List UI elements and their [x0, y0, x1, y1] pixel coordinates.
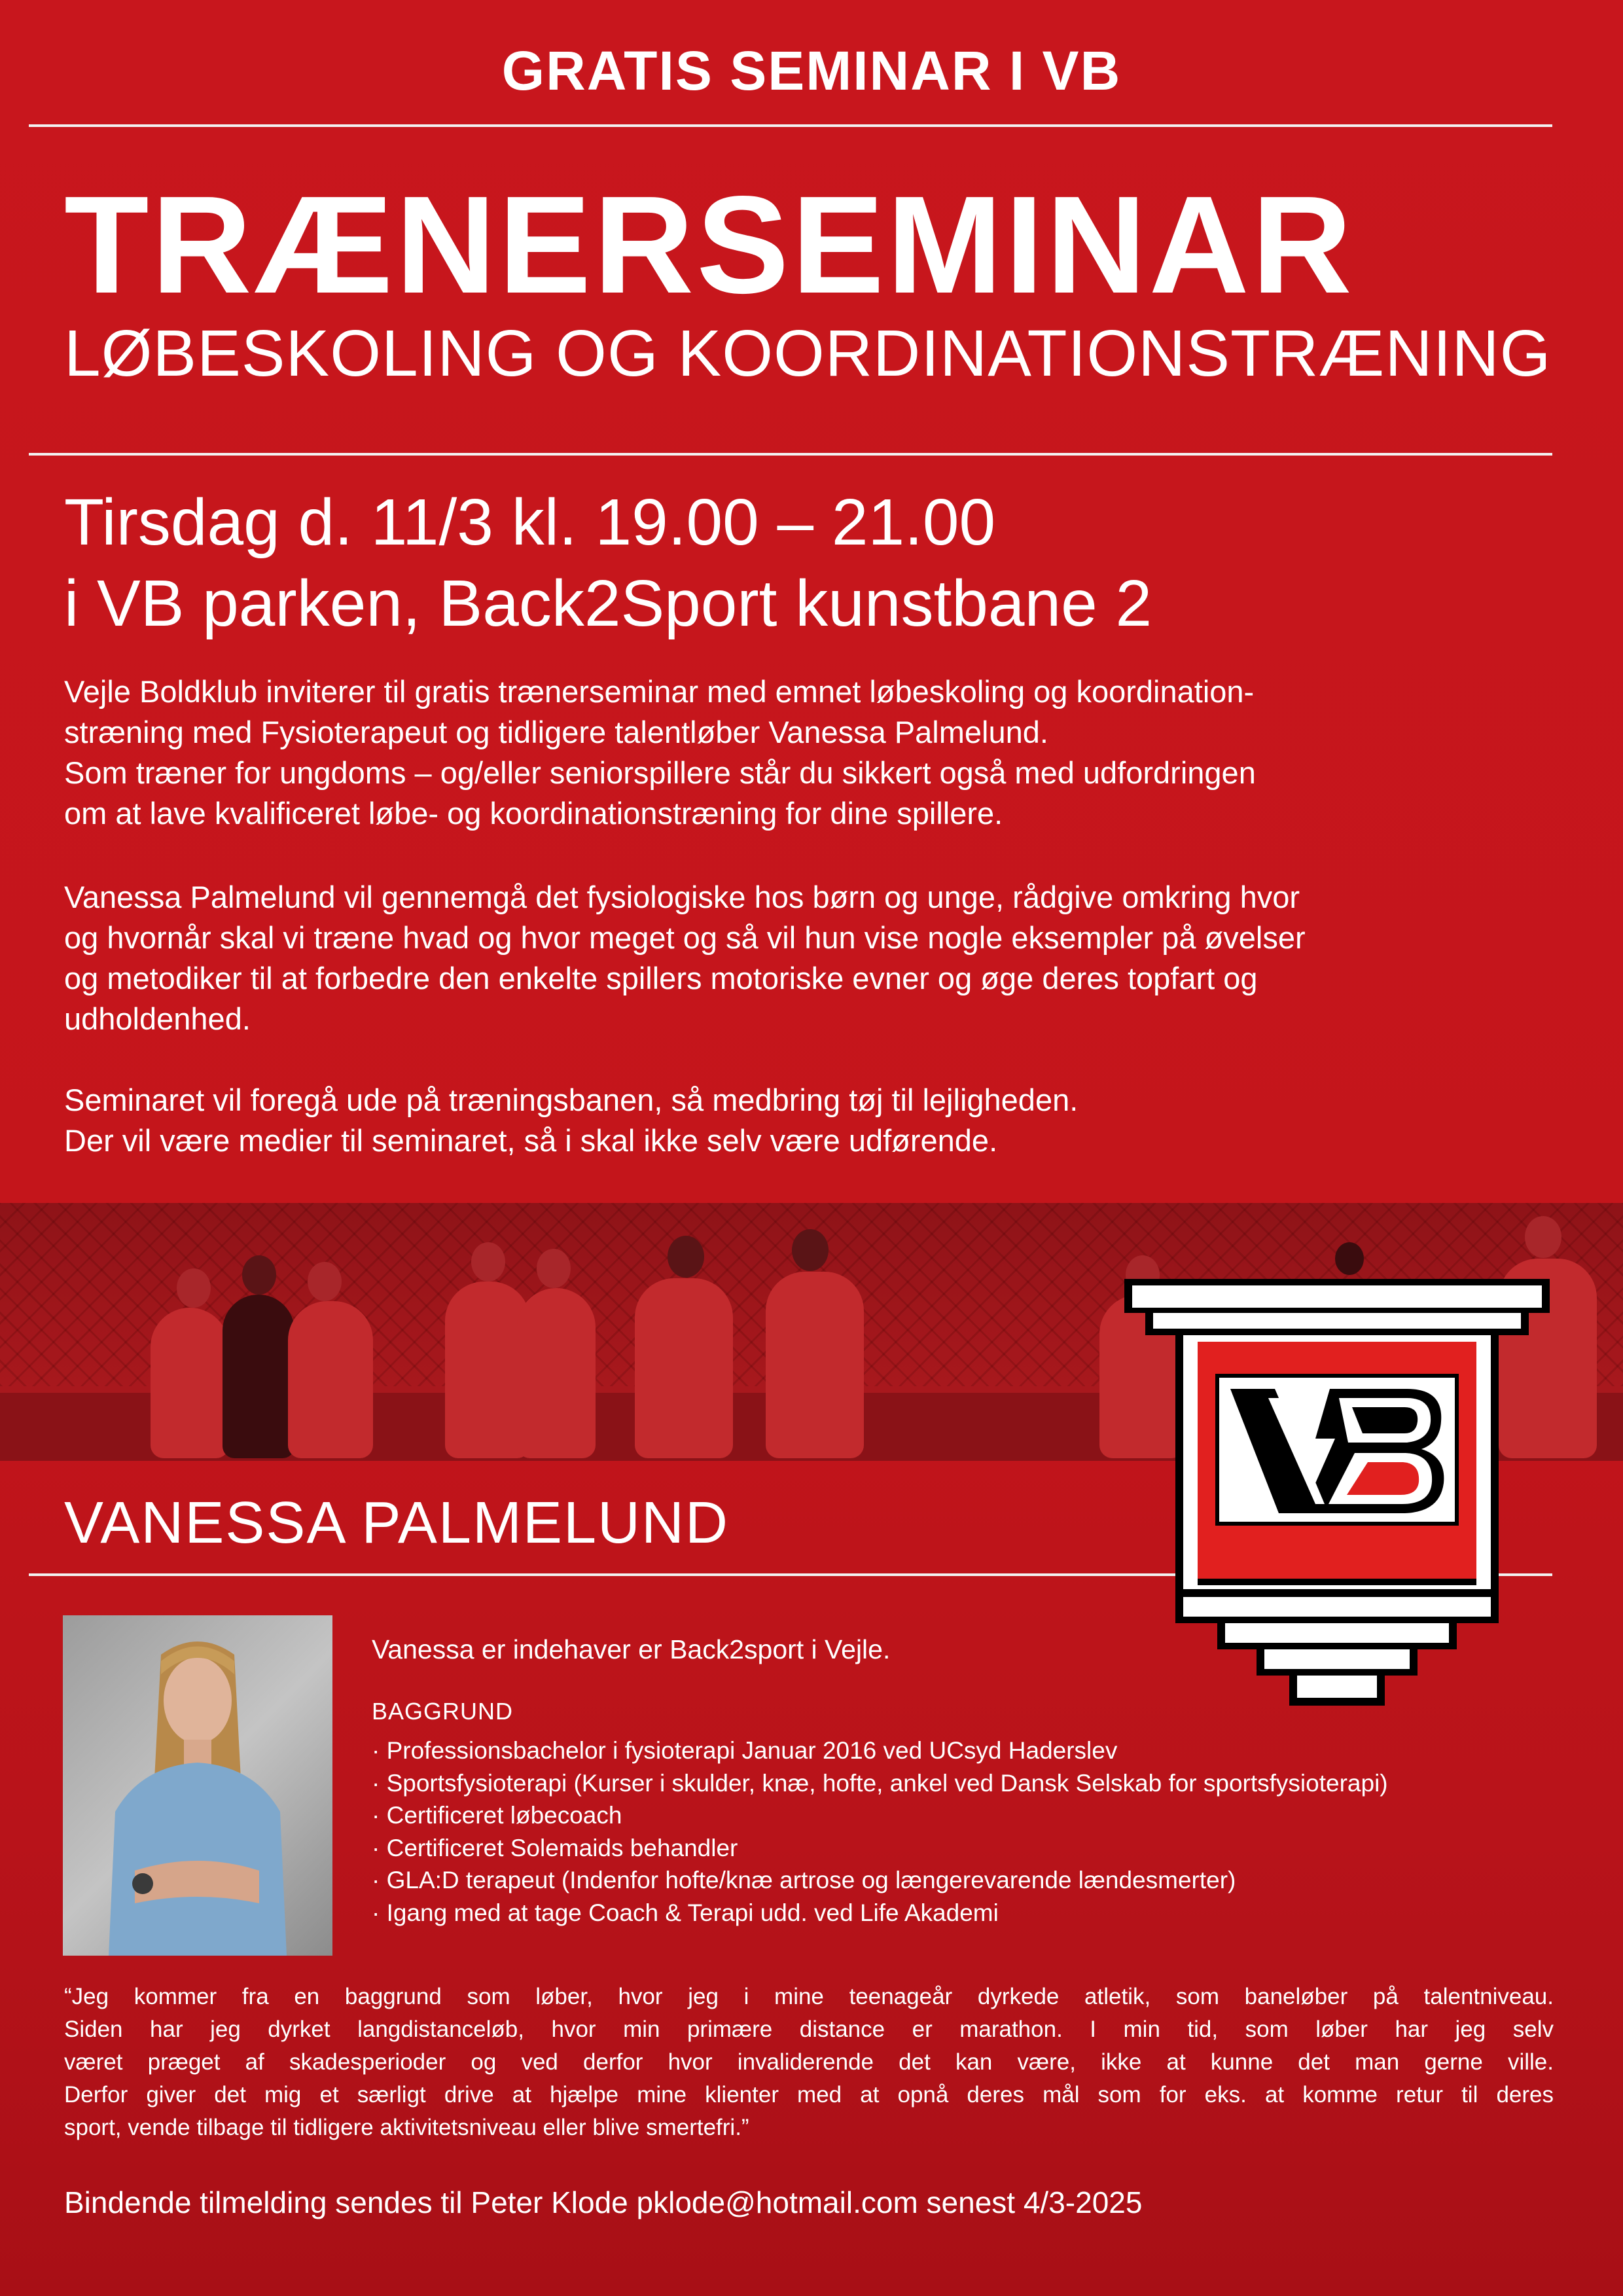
- practical-paragraph: [64, 1080, 1563, 1161]
- top-banner: GRATIS SEMINAR I VB: [501, 40, 1122, 101]
- list-item: · Certificeret løbecoach: [372, 1802, 622, 1829]
- text-line: og metodiker til at forbedre den enkelte spillers motoriske evner og øge deres topfart og: [64, 961, 1258, 996]
- text-line: Seminaret vil foregå ude på træningsbanen, så medbring tøj til lejligheden.: [64, 1083, 1079, 1117]
- quote-line: været præget af skadesperioder og ved derfor hvor invaliderende det kan være, ikke at kunne det man gerne ville.: [64, 2049, 1554, 2075]
- details-paragraph: [64, 877, 1563, 1039]
- main-title: TRÆNERSEMINAR: [64, 167, 1355, 322]
- text-line: om at lave kvalificeret løbe- og koordinationstræning for dine spillere.: [64, 796, 1003, 831]
- speaker-quote: [64, 1981, 1554, 2144]
- quote-line: Derfor giver det mig et særligt drive at hjælpe mine klienter med at opnå deres mål som for eks. at komme retur til deres: [64, 2082, 1554, 2108]
- registration-note: Bindende tilmelding sendes til Peter Klode pklode@hotmail.com senest 4/3-2025: [64, 2185, 1143, 2219]
- background-list: [372, 1734, 1388, 1929]
- event-time: Tirsdag d. 11/3 kl. 19.00 – 21.00: [64, 486, 996, 559]
- quote-line: “Jeg kommer fra en baggrund som løber, hvor jeg i mine teenageår dyrkede atletik, som baneløber på talentniveau.: [64, 1984, 1554, 2009]
- event-place: i VB parken, Back2Sport kunstbane 2: [64, 567, 1152, 640]
- list-item: · Sportsfysioterapi (Kurser i skulder, knæ, hofte, ankel ved Dansk Selskab for sportsfysioterapi): [372, 1769, 1388, 1797]
- text-line: udholdenhed.: [64, 1001, 251, 1036]
- divider: [29, 124, 1552, 127]
- intro-paragraph: [64, 672, 1563, 834]
- text-line: Der vil være medier til seminaret, så i skal ikke selv være udførende.: [64, 1123, 998, 1158]
- background-heading: BAGGRUND: [372, 1698, 514, 1725]
- text-line: Som træner for ungdoms – og/eller seniorspillere står du sikkert også med udfordringen: [64, 755, 1256, 790]
- subtitle: LØBESKOLING OG KOORDINATIONSTRÆNING: [64, 317, 1552, 390]
- speaker-intro: Vanessa er indehaver er Back2sport i Vejle.: [372, 1634, 891, 1664]
- text-line: Vanessa Palmelund vil gennemgå det fysiologiske hos børn og unge, rådgive omkring hvor: [64, 880, 1300, 914]
- list-item: · Professionsbachelor i fysioterapi Januar 2016 ved UCsyd Haderslev: [372, 1737, 1118, 1764]
- list-item: · Igang med at tage Coach & Terapi udd. ved Life Akademi: [372, 1899, 999, 1926]
- list-item: · Certificeret Solemaids behandler: [372, 1834, 738, 1861]
- vb-logo: [1119, 1274, 1555, 1712]
- text-line: stræning med Fysioterapeut og tidligere talentløber Vanessa Palmelund.: [64, 715, 1048, 749]
- speaker-photo: [63, 1615, 332, 1956]
- text-line: Vejle Boldklub inviterer til gratis trænerseminar med emnet løbeskoling og koordination-: [64, 674, 1255, 709]
- speaker-name: VANESSA PALMELUND: [64, 1490, 730, 1556]
- quote-line: sport, vende tilbage til tidligere aktivitetsniveau eller blive smertefri.”: [64, 2115, 749, 2140]
- quote-line: Siden har jeg dyrket langdistanceløb, hvor min primære distance er marathon. I min tid, som løber har jeg selv: [64, 2017, 1554, 2042]
- list-item: · GLA:D terapeut (Indenfor hofte/knæ artrose og længerevarende lændesmerter): [372, 1867, 1236, 1893]
- text-line: og hvornår skal vi træne hvad og hvor meget og så vil hun vise nogle eksempler på øvelser: [64, 920, 1306, 955]
- divider: [29, 453, 1552, 456]
